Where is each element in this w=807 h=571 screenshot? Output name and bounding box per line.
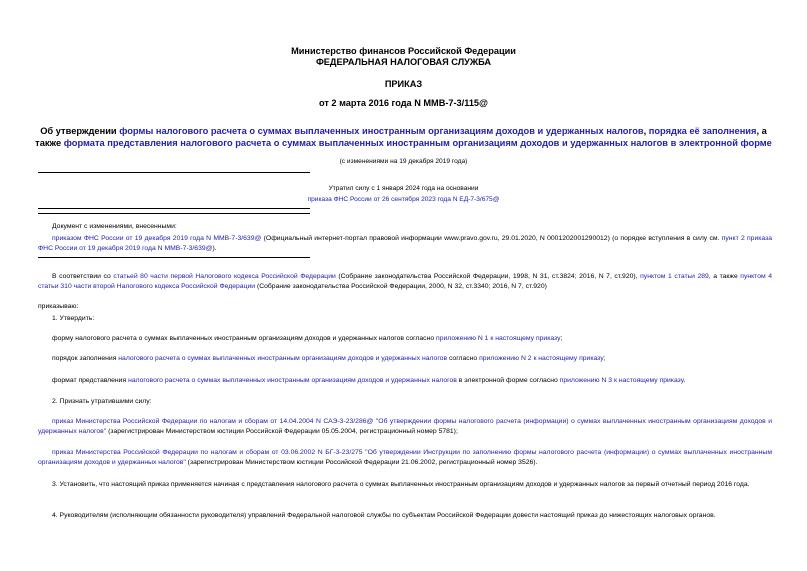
changes-intro: Документ с изменениями, внесенными: (52, 223, 177, 230)
expired-note: Утратил силу с 1 января 2024 года на основании (328, 185, 479, 192)
ministry-name: Министерство финансов Российской Федерации (291, 46, 516, 56)
amended-note: (с изменениями на 19 декабря 2019 года) (339, 158, 468, 165)
changes-text: приказом ФНС России от 19 декабря 2019 года N ММВ-7-3/639@ (Официальный интернет-портал правовой информации www.pravo.gov.ru, 29.01.2020, N 0001202001290012) (о порядке вступления в силу см. пункт 2 приказа ФНС России от 19 декабря 2019 года N ММВ-7-3/639@). (38, 235, 772, 252)
order-item-2: 2. Признать утратившими силу: (52, 398, 152, 405)
order-item-1: 1. Утвердить: (52, 315, 95, 322)
link-amendment-order[interactable]: приказом ФНС России от 19 декабря 2019 года N ММВ-7-3/639@ (52, 235, 262, 242)
divider (38, 208, 310, 209)
document-type: ПРИКАЗ (384, 79, 423, 89)
link-format[interactable]: формата представления налогового расчета о суммах выплаченных иностранным организациям доходов и удержанных налогов в электронной форме (63, 138, 772, 148)
order-item-4: 4. Руководителям (исполняющим обязанности руководителя) управлений Федеральной налоговой службы по субъектам Российской Федерации довести настоящий приказ до нижестоящих налоговых органов. (52, 512, 716, 519)
divider (38, 213, 310, 214)
order-item-1a: форму налогового расчета о суммах выплаченных иностранным организациям доходов и удержанных налогов согласно приложению N 1 к настоящему приказу; (52, 335, 563, 342)
link-procedure[interactable]: порядка её заполнения (648, 126, 757, 136)
link-article-310[interactable]: пунктом 4 статьи 310 части второй Налогового кодекса Российской Федерации (38, 273, 772, 290)
link-order-2004[interactable]: приказ Министерства Российской Федерации по налогам и сборам от 14.04.2004 N САЭ-3-23/286@ "Об утверждении формы налогового расчета (информации) о суммах выплаченных иностранным организациям доходов и удержанных налогов" (38, 418, 772, 435)
link-amendment-item[interactable]: пункт 2 приказа ФНС России от 19 декабря 2019 года N ММВ-7-3/639@ (38, 235, 772, 252)
divider (38, 172, 310, 173)
link-calc-1c[interactable]: налогового расчета о суммах выплаченных иностранным организациям доходов и удержанных налогов (128, 377, 457, 384)
link-appendix-1[interactable]: приложению N 1 к настоящему приказу (436, 335, 561, 342)
order-item-2b: приказ Министерства Российской Федерации по налогам и сборам от 03.06.2002 N БГ-3-23/275 "Об утверждении Инструкции по заполнению формы налогового расчета (информации) о суммах выплаченных иностранным организациям доходов и удержанных налогов" (зарегистрирован Министерством юстиции Российской Федерации 21.06.2002, регистрационный номер 3526). (38, 449, 772, 466)
document-title: Об утверждении формы налогового расчета о суммах выплаченных иностранным организациям доходов и удержанных налогов, порядка её заполнения, а также формата представления налогового расчета о суммах выплаченных иностранным организациям доходов и удержанных налогов в электронной форме (35, 126, 772, 148)
order-item-1c: формат представления налогового расчета о суммах выплаченных иностранным организациям доходов и удержанных налогов в электронной форме согласно приложению N 3 к настоящему приказу. (52, 377, 686, 384)
link-expired-basis[interactable]: приказа ФНС России от 26 сентября 2023 года N ЕД-7-3/675@ (307, 196, 500, 203)
legal-basis: В соответствии со статьей 80 части первой Налогового кодекса Российской Федерации (Собрание законодательства Российской Федерации, 1998, N 31, ст.3824; 2016, N 7, ст.920), пунктом 1 статьи 289, а также пунктом 4 статьи 310 части второй Налогового кодекса Российской Федерации (Собрание законодательства Российской Федерации, 2000, N 32, ст.3340; 2016, N 7, ст.920) (38, 273, 772, 290)
link-form[interactable]: формы налогового расчета о суммах выплаченных иностранным организациям доходов и удержанных налогов (119, 126, 644, 136)
order-item-2a: приказ Министерства Российской Федерации по налогам и сборам от 14.04.2004 N САЭ-3-23/286@ "Об утверждении формы налогового расчета (информации) о суммах выплаченных иностранным организациям доходов и удержанных налогов" (зарегистрирован Министерством юстиции Российской Федерации 05.05.2004, регистрационный номер 5781); (38, 418, 772, 435)
link-appendix-3[interactable]: приложению N 3 к настоящему приказу (559, 377, 684, 384)
link-appendix-2[interactable]: приложению N 2 к настоящему приказу (479, 355, 604, 362)
document-date-number: от 2 марта 2016 года N ММВ-7-3/115@ (318, 98, 489, 108)
divider (38, 257, 310, 258)
order-item-3: 3. Установить, что настоящий приказ применяется начиная с представления налогового расчета о суммах выплаченных иностранным организациям доходов и удержанных налогов за первый отчетный период 2016 года. (52, 481, 750, 488)
link-article-80[interactable]: статьей 80 части первой Налогового кодекса Российской Федерации (113, 273, 336, 280)
link-calc-1b[interactable]: налогового расчета о суммах выплаченных иностранным организациям доходов и удержанных налогов (118, 355, 448, 362)
order-item-1b: порядок заполнения налогового расчета о суммах выплаченных иностранным организациям доходов и удержанных налогов согласно приложению N 2 к настоящему приказу; (52, 355, 606, 362)
link-article-289[interactable]: пунктом 1 статьи 289 (640, 273, 709, 280)
service-name: ФЕДЕРАЛЬНАЯ НАЛОГОВАЯ СЛУЖБА (315, 57, 492, 67)
link-order-2002[interactable]: приказ Министерства Российской Федерации по налогам и сборам от 03.06.2002 N БГ-3-23/275 "Об утверждении Инструкции по заполнению формы налогового расчета (информации) о суммах выплаченных иностранным организациям доходов и удержанных налогов" (38, 449, 772, 466)
order-prikazyvayu: приказываю: (38, 303, 79, 310)
